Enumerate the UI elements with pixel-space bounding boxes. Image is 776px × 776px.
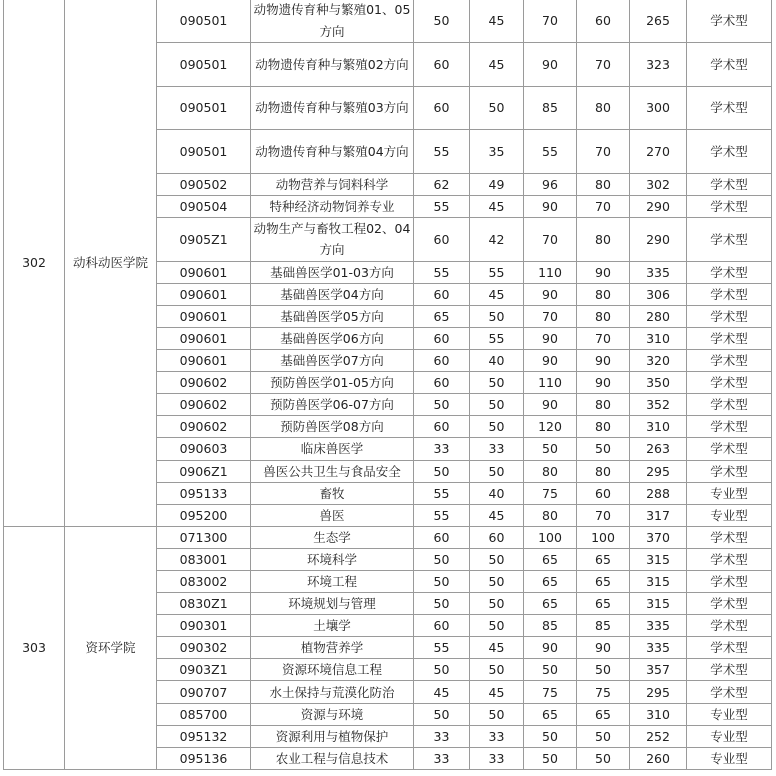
major-code-cell: 095132 — [157, 725, 251, 747]
total-score-cell: 335 — [630, 261, 687, 283]
subject2-score-cell: 80 — [577, 305, 630, 327]
politics-score-cell: 60 — [414, 615, 470, 637]
major-code-cell: 090601 — [157, 327, 251, 349]
degree-type-cell: 学术型 — [687, 283, 772, 305]
politics-score-cell: 65 — [414, 305, 470, 327]
degree-type-cell: 专业型 — [687, 725, 772, 747]
total-score-cell: 315 — [630, 548, 687, 570]
subject1-score-cell: 110 — [524, 372, 577, 394]
subject2-score-cell: 80 — [577, 86, 630, 130]
subject2-score-cell: 70 — [577, 327, 630, 349]
major-code-cell: 090501 — [157, 0, 251, 43]
politics-score-cell: 45 — [414, 681, 470, 703]
total-score-cell: 335 — [630, 615, 687, 637]
politics-score-cell: 62 — [414, 173, 470, 195]
major-code-cell: 090502 — [157, 173, 251, 195]
subject1-score-cell: 85 — [524, 615, 577, 637]
subject2-score-cell: 80 — [577, 460, 630, 482]
subject2-score-cell: 70 — [577, 504, 630, 526]
politics-score-cell: 55 — [414, 195, 470, 217]
english-score-cell: 50 — [470, 416, 524, 438]
subject2-score-cell: 70 — [577, 130, 630, 174]
major-code-cell: 095136 — [157, 747, 251, 769]
degree-type-cell: 学术型 — [687, 571, 772, 593]
english-score-cell: 33 — [470, 725, 524, 747]
english-score-cell: 45 — [470, 0, 524, 43]
degree-type-cell: 学术型 — [687, 350, 772, 372]
major-code-cell: 090602 — [157, 416, 251, 438]
english-score-cell: 60 — [470, 526, 524, 548]
major-name-cell: 基础兽医学01-03方向 — [251, 261, 414, 283]
total-score-cell: 270 — [630, 130, 687, 174]
english-score-cell: 45 — [470, 195, 524, 217]
english-score-cell: 35 — [470, 130, 524, 174]
subject1-score-cell: 55 — [524, 130, 577, 174]
subject1-score-cell: 90 — [524, 195, 577, 217]
subject1-score-cell: 100 — [524, 526, 577, 548]
subject1-score-cell: 80 — [524, 504, 577, 526]
subject1-score-cell: 90 — [524, 327, 577, 349]
total-score-cell: 295 — [630, 681, 687, 703]
english-score-cell: 42 — [470, 217, 524, 261]
subject2-score-cell: 90 — [577, 372, 630, 394]
english-score-cell: 45 — [470, 681, 524, 703]
major-code-cell: 085700 — [157, 703, 251, 725]
subject2-score-cell: 65 — [577, 703, 630, 725]
major-name-cell: 基础兽医学04方向 — [251, 283, 414, 305]
major-name-cell: 基础兽医学05方向 — [251, 305, 414, 327]
major-code-cell: 090601 — [157, 283, 251, 305]
major-name-cell: 兽医公共卫生与食品安全 — [251, 460, 414, 482]
subject2-score-cell: 50 — [577, 725, 630, 747]
major-name-cell: 预防兽医学01-05方向 — [251, 372, 414, 394]
english-score-cell: 50 — [470, 86, 524, 130]
politics-score-cell: 60 — [414, 86, 470, 130]
total-score-cell: 280 — [630, 305, 687, 327]
total-score-cell: 352 — [630, 394, 687, 416]
major-name-cell: 兽医 — [251, 504, 414, 526]
major-code-cell: 090301 — [157, 615, 251, 637]
major-name-cell: 特种经济动物饲养专业 — [251, 195, 414, 217]
subject2-score-cell: 65 — [577, 593, 630, 615]
total-score-cell: 290 — [630, 195, 687, 217]
major-code-cell: 090501 — [157, 130, 251, 174]
total-score-cell: 290 — [630, 217, 687, 261]
subject2-score-cell: 50 — [577, 659, 630, 681]
degree-type-cell: 学术型 — [687, 261, 772, 283]
total-score-cell: 310 — [630, 416, 687, 438]
major-code-cell: 090707 — [157, 681, 251, 703]
major-code-cell: 090501 — [157, 43, 251, 87]
english-score-cell: 49 — [470, 173, 524, 195]
major-code-cell: 090501 — [157, 86, 251, 130]
total-score-cell: 252 — [630, 725, 687, 747]
english-score-cell: 50 — [470, 703, 524, 725]
subject1-score-cell: 50 — [524, 438, 577, 460]
major-name-cell: 环境规划与管理 — [251, 593, 414, 615]
degree-type-cell: 学术型 — [687, 327, 772, 349]
subject1-score-cell: 50 — [524, 725, 577, 747]
politics-score-cell: 50 — [414, 460, 470, 482]
subject1-score-cell: 70 — [524, 0, 577, 43]
subject1-score-cell: 96 — [524, 173, 577, 195]
major-name-cell: 动物遗传育种与繁殖02方向 — [251, 43, 414, 87]
score-table — [3, 0, 772, 770]
politics-score-cell: 33 — [414, 438, 470, 460]
total-score-cell: 263 — [630, 438, 687, 460]
major-name-cell: 临床兽医学 — [251, 438, 414, 460]
english-score-cell: 40 — [470, 350, 524, 372]
subject1-score-cell: 75 — [524, 681, 577, 703]
major-code-cell: 083001 — [157, 548, 251, 570]
subject2-score-cell: 60 — [577, 482, 630, 504]
total-score-cell: 323 — [630, 43, 687, 87]
subject2-score-cell: 80 — [577, 394, 630, 416]
subject1-score-cell: 120 — [524, 416, 577, 438]
politics-score-cell: 55 — [414, 504, 470, 526]
major-name-cell: 水土保持与荒漠化防治 — [251, 681, 414, 703]
total-score-cell: 335 — [630, 637, 687, 659]
subject2-score-cell: 65 — [577, 571, 630, 593]
subject2-score-cell: 80 — [577, 283, 630, 305]
english-score-cell: 45 — [470, 637, 524, 659]
major-name-cell: 预防兽医学06-07方向 — [251, 394, 414, 416]
subject2-score-cell: 100 — [577, 526, 630, 548]
english-score-cell: 33 — [470, 438, 524, 460]
subject1-score-cell: 65 — [524, 548, 577, 570]
total-score-cell: 260 — [630, 747, 687, 769]
degree-type-cell: 学术型 — [687, 305, 772, 327]
college-name-cell: 动科动医学院 — [65, 0, 157, 526]
major-code-cell: 095133 — [157, 482, 251, 504]
major-code-cell: 083002 — [157, 571, 251, 593]
total-score-cell: 288 — [630, 482, 687, 504]
subject1-score-cell: 70 — [524, 305, 577, 327]
english-score-cell: 50 — [470, 372, 524, 394]
major-name-cell: 资源环境信息工程 — [251, 659, 414, 681]
english-score-cell: 45 — [470, 283, 524, 305]
subject1-score-cell: 65 — [524, 593, 577, 615]
degree-type-cell: 专业型 — [687, 482, 772, 504]
major-name-cell: 动物遗传育种与繁殖04方向 — [251, 130, 414, 174]
degree-type-cell: 学术型 — [687, 43, 772, 87]
degree-type-cell: 学术型 — [687, 526, 772, 548]
english-score-cell: 33 — [470, 747, 524, 769]
english-score-cell: 45 — [470, 504, 524, 526]
politics-score-cell: 55 — [414, 261, 470, 283]
total-score-cell: 310 — [630, 327, 687, 349]
subject1-score-cell: 65 — [524, 703, 577, 725]
subject2-score-cell: 85 — [577, 615, 630, 637]
major-code-cell: 090603 — [157, 438, 251, 460]
major-name-cell: 动物生产与畜牧工程02、04方向 — [251, 217, 414, 261]
total-score-cell: 265 — [630, 0, 687, 43]
subject2-score-cell: 80 — [577, 173, 630, 195]
subject1-score-cell: 70 — [524, 217, 577, 261]
total-score-cell: 370 — [630, 526, 687, 548]
subject2-score-cell: 90 — [577, 261, 630, 283]
major-name-cell: 资源与环境 — [251, 703, 414, 725]
degree-type-cell: 学术型 — [687, 372, 772, 394]
degree-type-cell: 专业型 — [687, 703, 772, 725]
major-code-cell: 090504 — [157, 195, 251, 217]
politics-score-cell: 50 — [414, 703, 470, 725]
major-name-cell: 动物遗传育种与繁殖01、05方向 — [251, 0, 414, 43]
subject2-score-cell: 50 — [577, 438, 630, 460]
subject2-score-cell: 70 — [577, 43, 630, 87]
total-score-cell: 315 — [630, 571, 687, 593]
subject1-score-cell: 110 — [524, 261, 577, 283]
subject1-score-cell: 90 — [524, 283, 577, 305]
degree-type-cell: 专业型 — [687, 504, 772, 526]
table-row — [4, 526, 772, 548]
degree-type-cell: 学术型 — [687, 460, 772, 482]
politics-score-cell: 55 — [414, 637, 470, 659]
subject2-score-cell: 90 — [577, 350, 630, 372]
politics-score-cell: 60 — [414, 327, 470, 349]
english-score-cell: 50 — [470, 659, 524, 681]
subject2-score-cell: 80 — [577, 217, 630, 261]
major-code-cell: 0906Z1 — [157, 460, 251, 482]
major-name-cell: 基础兽医学06方向 — [251, 327, 414, 349]
politics-score-cell: 60 — [414, 416, 470, 438]
degree-type-cell: 学术型 — [687, 681, 772, 703]
degree-type-cell: 学术型 — [687, 593, 772, 615]
college-name-cell: 资环学院 — [65, 526, 157, 769]
english-score-cell: 45 — [470, 43, 524, 87]
major-code-cell: 090302 — [157, 637, 251, 659]
major-name-cell: 动物营养与饲料科学 — [251, 173, 414, 195]
subject2-score-cell: 75 — [577, 681, 630, 703]
politics-score-cell: 55 — [414, 130, 470, 174]
major-code-cell: 0905Z1 — [157, 217, 251, 261]
degree-type-cell: 学术型 — [687, 394, 772, 416]
subject2-score-cell: 80 — [577, 416, 630, 438]
major-code-cell: 090601 — [157, 305, 251, 327]
english-score-cell: 50 — [470, 460, 524, 482]
subject1-score-cell: 50 — [524, 747, 577, 769]
degree-type-cell: 学术型 — [687, 659, 772, 681]
politics-score-cell: 50 — [414, 0, 470, 43]
degree-type-cell: 学术型 — [687, 217, 772, 261]
subject1-score-cell: 90 — [524, 637, 577, 659]
english-score-cell: 50 — [470, 593, 524, 615]
subject1-score-cell: 50 — [524, 659, 577, 681]
total-score-cell: 295 — [630, 460, 687, 482]
politics-score-cell: 60 — [414, 283, 470, 305]
degree-type-cell: 学术型 — [687, 173, 772, 195]
total-score-cell: 300 — [630, 86, 687, 130]
major-code-cell: 090601 — [157, 261, 251, 283]
english-score-cell: 40 — [470, 482, 524, 504]
degree-type-cell: 学术型 — [687, 438, 772, 460]
total-score-cell: 357 — [630, 659, 687, 681]
degree-type-cell: 学术型 — [687, 86, 772, 130]
politics-score-cell: 60 — [414, 350, 470, 372]
total-score-cell: 317 — [630, 504, 687, 526]
english-score-cell: 50 — [470, 615, 524, 637]
total-score-cell: 302 — [630, 173, 687, 195]
major-code-cell: 071300 — [157, 526, 251, 548]
total-score-cell: 320 — [630, 350, 687, 372]
table-row — [4, 0, 772, 43]
english-score-cell: 55 — [470, 327, 524, 349]
subject2-score-cell: 90 — [577, 637, 630, 659]
subject1-score-cell: 90 — [524, 43, 577, 87]
subject2-score-cell: 60 — [577, 0, 630, 43]
major-name-cell: 环境工程 — [251, 571, 414, 593]
major-name-cell: 畜牧 — [251, 482, 414, 504]
politics-score-cell: 60 — [414, 43, 470, 87]
degree-type-cell: 专业型 — [687, 747, 772, 769]
total-score-cell: 306 — [630, 283, 687, 305]
major-name-cell: 基础兽医学07方向 — [251, 350, 414, 372]
politics-score-cell: 60 — [414, 526, 470, 548]
degree-type-cell: 学术型 — [687, 637, 772, 659]
politics-score-cell: 50 — [414, 593, 470, 615]
degree-type-cell: 学术型 — [687, 0, 772, 43]
subject1-score-cell: 75 — [524, 482, 577, 504]
degree-type-cell: 学术型 — [687, 548, 772, 570]
politics-score-cell: 50 — [414, 394, 470, 416]
degree-type-cell: 学术型 — [687, 615, 772, 637]
degree-type-cell: 学术型 — [687, 195, 772, 217]
major-name-cell: 资源利用与植物保护 — [251, 725, 414, 747]
politics-score-cell: 50 — [414, 571, 470, 593]
degree-type-cell: 学术型 — [687, 416, 772, 438]
politics-score-cell: 55 — [414, 482, 470, 504]
major-name-cell: 农业工程与信息技术 — [251, 747, 414, 769]
score-table-container — [3, 0, 772, 770]
english-score-cell: 55 — [470, 261, 524, 283]
subject1-score-cell: 65 — [524, 571, 577, 593]
major-code-cell: 095200 — [157, 504, 251, 526]
politics-score-cell: 33 — [414, 725, 470, 747]
english-score-cell: 50 — [470, 548, 524, 570]
subject1-score-cell: 85 — [524, 86, 577, 130]
politics-score-cell: 60 — [414, 372, 470, 394]
score-table-body — [4, 0, 772, 769]
major-name-cell: 生态学 — [251, 526, 414, 548]
subject1-score-cell: 80 — [524, 460, 577, 482]
english-score-cell: 50 — [470, 571, 524, 593]
total-score-cell: 315 — [630, 593, 687, 615]
major-code-cell: 0903Z1 — [157, 659, 251, 681]
subject1-score-cell: 90 — [524, 394, 577, 416]
major-code-cell: 090601 — [157, 350, 251, 372]
major-name-cell: 预防兽医学08方向 — [251, 416, 414, 438]
major-name-cell: 动物遗传育种与繁殖03方向 — [251, 86, 414, 130]
total-score-cell: 350 — [630, 372, 687, 394]
subject2-score-cell: 70 — [577, 195, 630, 217]
politics-score-cell: 50 — [414, 548, 470, 570]
major-code-cell: 0830Z1 — [157, 593, 251, 615]
politics-score-cell: 60 — [414, 217, 470, 261]
english-score-cell: 50 — [470, 394, 524, 416]
subject1-score-cell: 90 — [524, 350, 577, 372]
subject2-score-cell: 65 — [577, 548, 630, 570]
degree-type-cell: 学术型 — [687, 130, 772, 174]
major-code-cell: 090602 — [157, 372, 251, 394]
major-code-cell: 090602 — [157, 394, 251, 416]
major-name-cell: 土壤学 — [251, 615, 414, 637]
college-code-cell: 302 — [4, 0, 65, 526]
total-score-cell: 310 — [630, 703, 687, 725]
major-name-cell: 环境科学 — [251, 548, 414, 570]
college-code-cell: 303 — [4, 526, 65, 769]
subject2-score-cell: 50 — [577, 747, 630, 769]
english-score-cell: 50 — [470, 305, 524, 327]
major-name-cell: 植物营养学 — [251, 637, 414, 659]
politics-score-cell: 33 — [414, 747, 470, 769]
politics-score-cell: 50 — [414, 659, 470, 681]
